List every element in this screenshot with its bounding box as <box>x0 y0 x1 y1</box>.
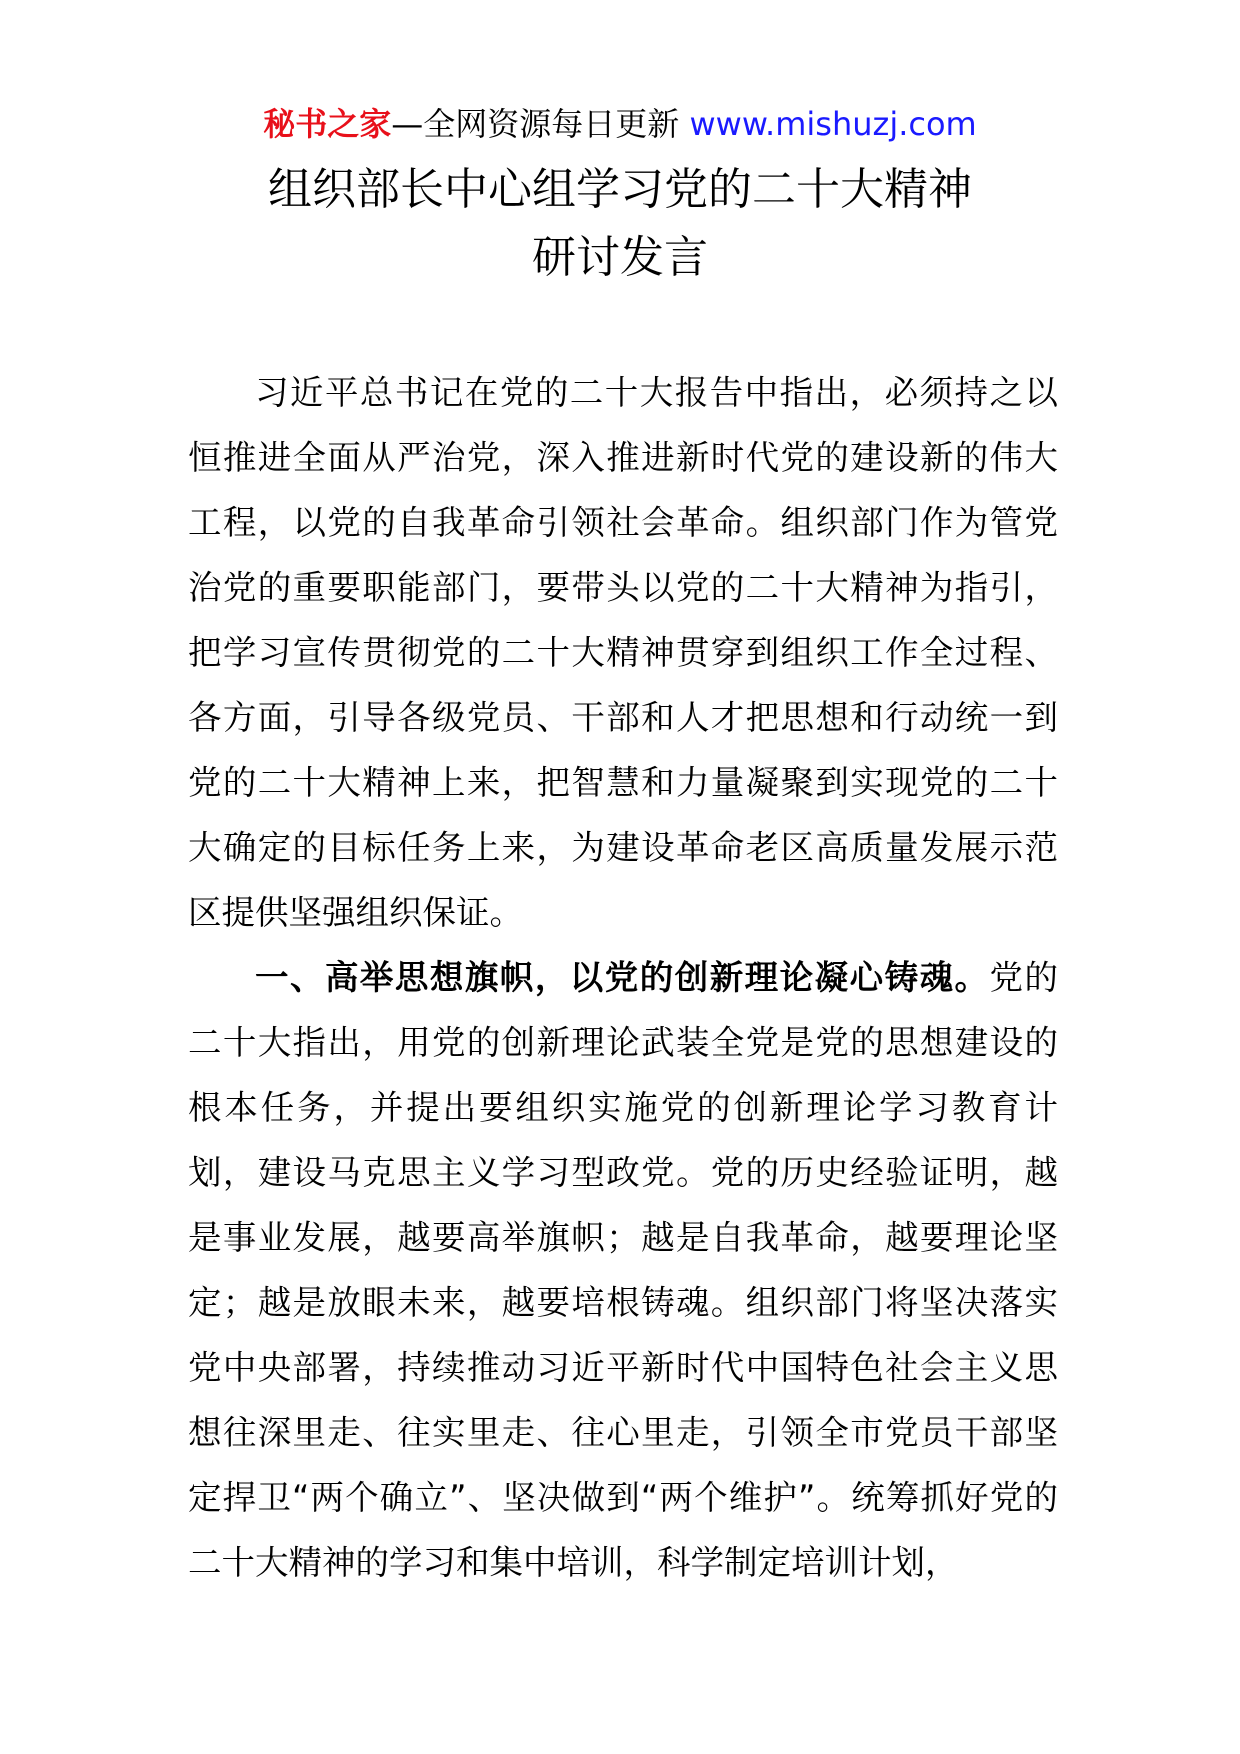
document-title-line-1: 组织部长中心组学习党的二十大精神 <box>268 164 972 215</box>
section-1-text: 党的二十大指出，用党的创新理论武装全党是党的思想建设的根本任务，并提出要组织实施党的创新理论学习教育计划，建设马克思主义学习型政党。党的历史经验证明，越是事业发展，越要高举旗帜；越是自我革命，越要理论坚定；越是放眼未来，越要培根铸魂。组织部门将坚决落实党中央部署，持续推动习近平新时代中国特色社会主义思想往深里走、往实里走、往心里走，引领全市党员干部坚定捍卫“两个确立”、坚决做到“两个维护”。统筹抓好党的二十大精神的学习和集中培训，科学制定培训计划， <box>188 958 1059 1582</box>
site-slogan: —全网资源每日更新 <box>391 105 680 143</box>
paragraph-intro: 习近平总书记在党的二十大报告中指出，必须持之以恒推进全面从严治党，深入推进新时代党的建设新的伟大工程，以党的自我革命引领社会革命。组织部门作为管党治党的重要职能部门，要带头以党的二十大精神为指引，把学习宣传贯彻党的二十大精神贯穿到组织工作全过程、各方面，引导各级党员、干部和人才把思想和行动统一到党的二十大精神上来，把智慧和力量凝聚到实现党的二十大确定的目标任务上来，为建设革命老区高质量发展示范区提供坚强组织保证。 <box>188 373 1058 932</box>
document-body <box>188 360 1058 1595</box>
site-header <box>0 102 1240 146</box>
site-brand: 秘书之家 <box>263 105 392 143</box>
section-1-heading: 一、高举思想旗帜，以党的创新理论凝心铸魂。 <box>255 958 990 997</box>
paragraph-section-1 <box>188 945 1058 1595</box>
site-url-link[interactable]: www.mishuzj.com <box>689 105 977 143</box>
document-title-line-2: 研讨发言 <box>532 232 708 283</box>
